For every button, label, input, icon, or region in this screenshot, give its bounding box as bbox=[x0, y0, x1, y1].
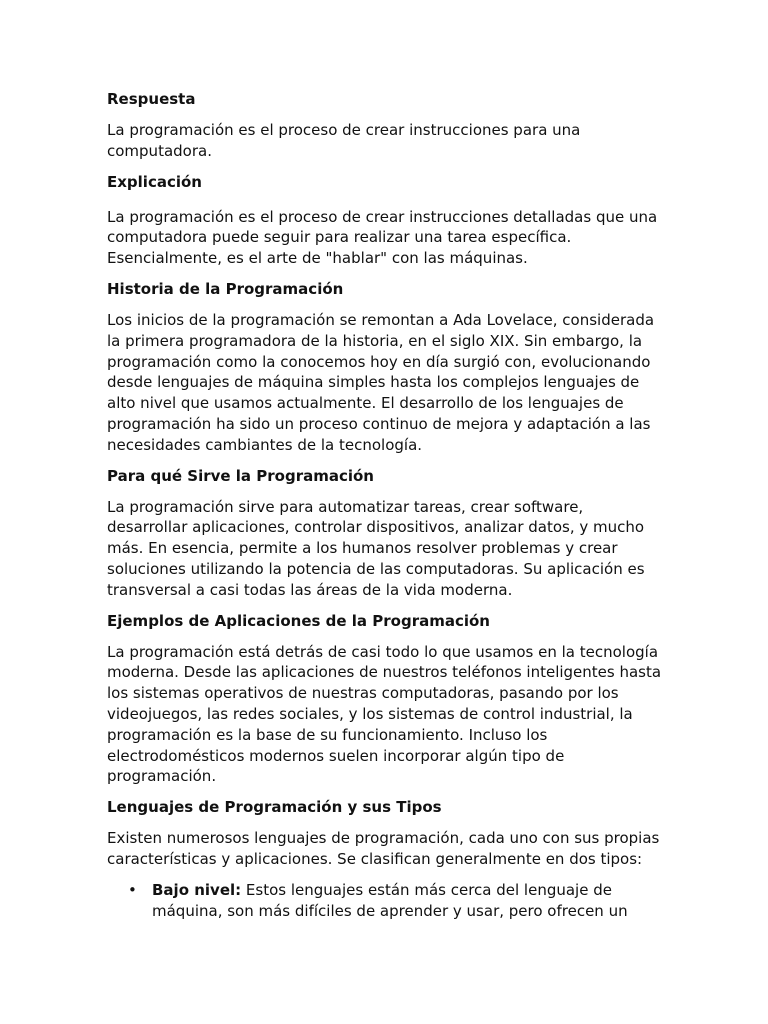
section-para-que-sirve bbox=[107, 466, 667, 601]
list-item bbox=[128, 880, 667, 922]
section-heading: Lenguajes de Programación y sus Tipos bbox=[107, 798, 442, 817]
list-item-term: Bajo nivel: bbox=[152, 880, 242, 899]
section-respuesta bbox=[107, 89, 667, 162]
section-paragraph: Los inicios de la programación se remontan a Ada Lovelace, considerada la primera programadora de la historia, en el siglo XIX. Sin embargo, la programación como la conocemos hoy en día surgió con, evolucionando desde lenguajes de máquina simples hasta los complejos lenguajes de alto nivel que usamos actualmente. El desarrollo de los lenguajes de programación ha sido un proceso continuo de mejora y adaptación a las necesidades cambiantes de la tecnología. bbox=[107, 310, 655, 454]
section-explicacion bbox=[107, 172, 667, 269]
section-paragraph: La programación sirve para automatizar tareas, crear software, desarrollar aplicaciones, controlar dispositivos, analizar datos, y mucho más. En esencia, permite a los humanos resolver problemas y crear soluciones utilizando la potencia de las computadoras. Su aplicación es transversal a casi todas las áreas de la vida moderna. bbox=[107, 497, 645, 599]
document-page bbox=[107, 89, 667, 921]
section-heading: Explicación bbox=[107, 172, 202, 191]
section-historia bbox=[107, 279, 667, 456]
bullet-icon: • bbox=[128, 880, 137, 899]
section-paragraph: Existen numerosos lenguajes de programación, cada uno con sus propias características y aplicaciones. Se clasifican generalmente en dos tipos: bbox=[107, 829, 660, 868]
section-paragraph: La programación está detrás de casi todo lo que usamos en la tecnología moderna. Desde las aplicaciones de nuestros teléfonos inteligentes hasta los sistemas operativos de nuestras computadoras, pasando por los videojuegos, las redes sociales, y los sistemas de control industrial, la programación es la base de su funcionamiento. Incluso los electrodomésticos modernos suelen incorporar algún tipo de programación. bbox=[107, 642, 662, 786]
section-heading: Para qué Sirve la Programación bbox=[107, 466, 374, 485]
section-lenguajes bbox=[107, 797, 667, 870]
section-ejemplos bbox=[107, 611, 667, 788]
language-types-list bbox=[107, 880, 667, 922]
section-heading: Respuesta bbox=[107, 90, 196, 108]
section-heading: Ejemplos de Aplicaciones de la Programación bbox=[107, 611, 490, 630]
section-paragraph: La programación es el proceso de crear instrucciones detalladas que una computadora puede seguir para realizar una tarea específica. Esencialmente, es el arte de "hablar" con las máquinas. bbox=[107, 207, 658, 268]
section-heading: Historia de la Programación bbox=[107, 279, 344, 298]
list-item-text: Estos lenguajes están más cerca del lenguaje de máquina, son más difíciles de aprender y usar, pero ofrecen un bbox=[152, 880, 628, 920]
section-paragraph: La programación es el proceso de crear instrucciones para una computadora. bbox=[107, 121, 581, 160]
